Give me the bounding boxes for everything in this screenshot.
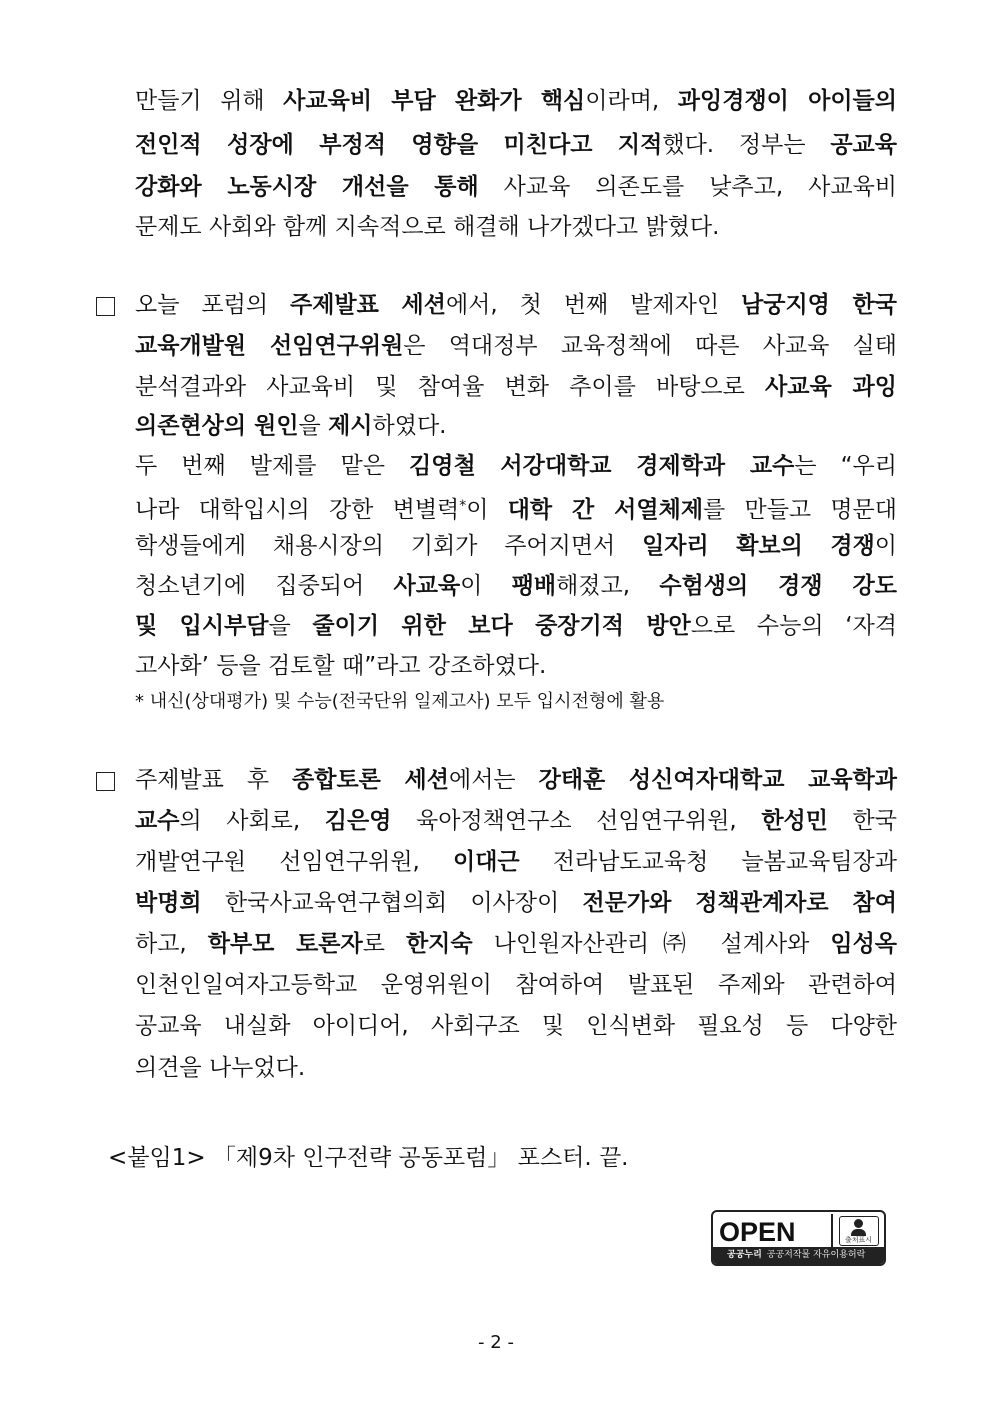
text-run: 는 “우리	[794, 453, 897, 479]
bold-text-run: 학부모 토론자	[207, 931, 363, 957]
bold-text-run: 과잉경쟁이 아이들의	[677, 88, 897, 114]
text-run: 의견을 나누었다.	[135, 1055, 306, 1081]
text-run: 으로 수능의 ‘자격	[690, 613, 897, 639]
checkbox-icon	[96, 297, 115, 316]
attribution-label: 출처표시	[844, 1236, 873, 1244]
text-run: 문제도 사회와 함께 지속적으로 해결해 나가겠다고 밝혔다.	[135, 214, 720, 240]
text-run: 학생들에게 채용시장의 기회가 주어지면서	[135, 533, 643, 559]
text-line	[135, 651, 546, 681]
text-run: 두 번째 발제를 맡은	[135, 453, 410, 479]
text-line	[135, 531, 897, 561]
text-run: 하였다.	[372, 413, 447, 439]
text-line	[135, 1053, 305, 1083]
text-line	[135, 765, 897, 795]
bold-text-run: 남궁지영 한국	[741, 292, 897, 318]
badge-divider	[831, 1214, 833, 1248]
person-torso	[851, 1229, 866, 1236]
text-run: 공교육 내실화 아이디어, 사회구조 및 인식변화 필요성 등 다양한	[135, 1013, 897, 1039]
bold-text-run: 전인적 성장에 부정적 영향을 미친다고 지적	[135, 132, 663, 158]
bold-text-run: 김영철 서강대학교 경제학과 교수	[409, 453, 795, 479]
text-line	[135, 372, 897, 402]
text-line	[135, 970, 897, 1000]
text-run: 이	[460, 573, 512, 599]
person-head	[854, 1219, 863, 1228]
text-line	[135, 331, 897, 361]
text-run: 이	[874, 533, 898, 559]
bold-text-run: 강태훈 성신여자대학교 교육학과	[538, 767, 897, 793]
text-run: 이라며,	[585, 88, 678, 114]
text-run: 에서, 첫 번째 발제자인	[445, 292, 742, 318]
text-run: *	[459, 498, 467, 514]
bold-text-run: 교수	[135, 808, 180, 834]
text-line	[135, 86, 897, 116]
checkbox-icon	[96, 772, 115, 791]
bold-text-run: 사교육비 부담 완화가 핵심	[283, 88, 586, 114]
text-line	[135, 806, 897, 836]
page-number: - 2 -	[478, 1332, 514, 1353]
text-run: 를 만들고 명문대	[703, 497, 897, 523]
text-run: 청소년기에 집중되어	[135, 573, 394, 599]
kogl-caption: 공공저작물 자유이용허락	[766, 1250, 866, 1260]
text-line	[135, 290, 897, 320]
bold-text-run: 대학 간 서열체제	[507, 497, 704, 523]
text-run: 전라남도교육청 늘봄교육팀장과	[519, 849, 897, 875]
text-line	[135, 491, 897, 525]
attachment-note: <붙임1> 「제9차 인구전략 공동포럼」 포스터. 끝.	[108, 1145, 629, 1171]
text-run: 은 역대정부 교육정책에 따른 사교육 실태	[403, 333, 897, 359]
bold-text-run: 종합토론 세션	[292, 767, 449, 793]
text-line	[135, 1011, 897, 1041]
bold-text-run: 박명희	[135, 890, 202, 916]
open-logo-text: OPEN	[719, 1217, 796, 1247]
text-line	[135, 888, 897, 918]
bold-text-run: 줄이기 위한 보다 중장기적 방안	[312, 613, 691, 639]
bold-text-run: 사교육 과잉	[765, 374, 897, 400]
bold-text-run: 교육개발원 선임연구위원	[135, 333, 404, 359]
text-run: 한국사교육연구협의회 이사장이	[201, 890, 583, 916]
bold-text-run: 김은영	[324, 808, 392, 834]
bold-text-run: 강화와 노동시장 개선을 통해	[135, 174, 479, 200]
text-run: 이	[466, 497, 508, 523]
text-run: 나인원자산관리㈜ 설계사와	[472, 931, 831, 957]
bold-text-run: 수험생의 경쟁 강도	[659, 573, 897, 599]
text-line	[135, 611, 897, 641]
text-run: 을	[298, 413, 329, 439]
text-run: 해졌고,	[556, 573, 660, 599]
text-run: 한국	[827, 808, 897, 834]
text-line	[135, 929, 897, 959]
text-line	[135, 571, 897, 601]
text-run: 을	[268, 613, 313, 639]
text-run: 인천인일여자고등학교 운영위원이 참여하여 발표된 주제와 관련하여	[135, 972, 897, 998]
bold-text-run: 의존현상의 원인	[135, 413, 299, 439]
text-run: 사교육 의존도를 낮추고, 사교육비	[478, 174, 898, 200]
text-run: 개발연구원 선임연구위원,	[135, 849, 453, 875]
text-line	[135, 411, 446, 441]
badge-caption-bar	[713, 1247, 884, 1264]
text-run: 했다. 정부는	[662, 132, 831, 158]
text-run: 하고,	[135, 931, 208, 957]
bold-text-run: 한성민	[761, 808, 828, 834]
text-run: 의 사회로,	[179, 808, 325, 834]
text-run: 고사화’ 등을 검토할 때”라고 강조하였다.	[135, 653, 547, 679]
text-run: 나라 대학입시의 강한 변별력	[135, 497, 460, 523]
text-line	[135, 212, 719, 242]
bold-text-run: 팽배	[511, 573, 557, 599]
bold-text-run: 임성옥	[830, 931, 898, 957]
text-run: 육아정책연구소 선임연구위원,	[391, 808, 762, 834]
text-line	[135, 451, 897, 481]
bold-text-run: 및 입시부담	[135, 613, 269, 639]
bold-text-run: 사교육	[393, 573, 461, 599]
text-run: 에서는	[448, 767, 539, 793]
text-line	[135, 172, 897, 202]
bold-text-run: 제시	[328, 413, 373, 439]
bold-text-run: 전문가와 정책관계자로 참여	[582, 890, 897, 916]
text-run: 분석결과와 사교육비 및 참여율 변화 추이를 바탕으로	[135, 374, 766, 400]
kogl-brand: 공공누리	[727, 1250, 762, 1260]
text-line	[135, 847, 897, 877]
footnote: * 내신(상대평가) 및 수능(전국단위 일제고사) 모두 입시전형에 활용	[135, 691, 665, 712]
text-line	[135, 130, 897, 160]
bold-text-run: 주제발표 세션	[290, 292, 446, 318]
bold-text-run: 이대근	[453, 849, 520, 875]
bold-text-run: 일자리 확보의 경쟁	[642, 533, 875, 559]
kogl-license-badge	[711, 1210, 886, 1266]
bold-text-run: 공교육	[830, 132, 897, 158]
text-run: 만들기 위해	[135, 88, 284, 114]
text-run: 로	[362, 931, 406, 957]
attribution-person-icon	[839, 1216, 879, 1246]
text-run: 오늘 포럼의	[135, 292, 290, 318]
text-run: 주제발표 후	[135, 767, 293, 793]
bold-text-run: 한지숙	[405, 931, 473, 957]
